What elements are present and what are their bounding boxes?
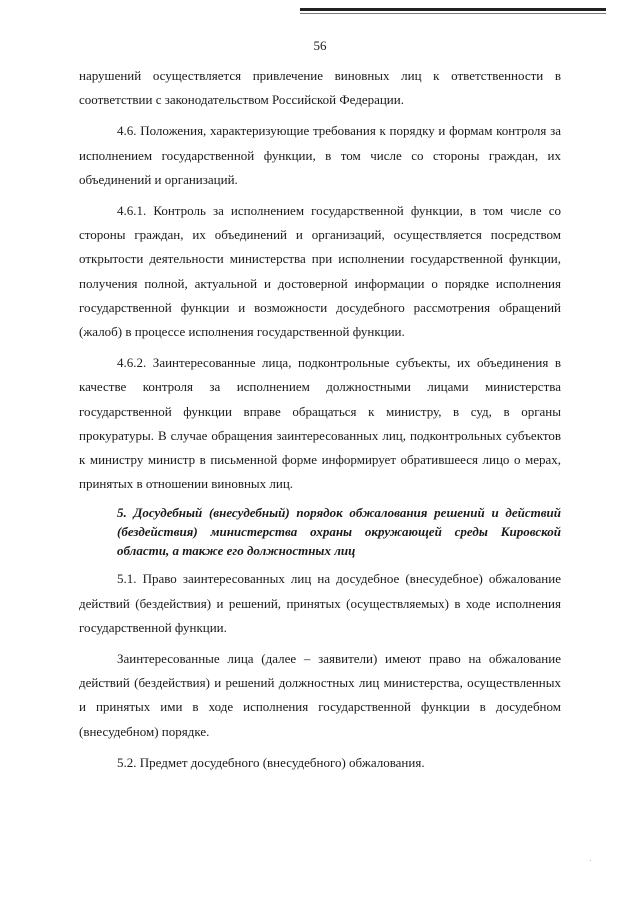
section-heading: 5. Досудебный (внесудебный) порядок обжалования решений и действий (бездействия) министерства охраны окружающей среды Кировской области, а также его должностных лиц [117,505,561,559]
paragraph-5-1: 5.1. Право заинтересованных лиц на досудебное (внесудебное) обжалование действий (бездействия) и решений, принятых (осуществляемых) в ходе исполнения государственной функции. [79,571,561,635]
page-number: 56 [313,38,327,53]
paragraph-applicants: Заинтересованные лица (далее – заявители) имеют право на обжалование действий (бездействия) и решений должностных лиц министерства, осуществленных и принятых ими в ходе исполнения государственной функции в досудебном (внесудебном) порядке. [79,651,561,739]
header-rule-thin [300,13,606,14]
paragraph-4-6-1: 4.6.1. Контроль за исполнением государственной функции, в том числе со стороны граждан, их объединений и организаций, осуществляется посредством открытости деятельности министерства при исполнении государственной функции, получения полной, актуальной и достоверной информации о порядке исполнения государственной функции и возможности досудебного рассмотрения обращений (жалоб) в процессе исполнения государственной функции. [79,203,561,340]
paragraph-4-6: 4.6. Положения, характеризующие требования к порядку и формам контроля за исполнением государственной функции, в том числе со стороны граждан, их объединений и организаций. [79,123,561,187]
document-body [79,64,561,782]
header-rule [300,8,606,11]
paragraph-continuation: нарушений осуществляется привлечение виновных лиц к ответственности в соответствии с законодательством Российской Федерации. [79,68,561,108]
scan-speck [590,860,591,861]
paragraph-4-6-2: 4.6.2. Заинтересованные лица, подконтрольные субъекты, их объединения в качестве контроля за исполнением должностными лицами министерства государственной функции вправе обращаться к министру, в суд, в органы прокуратуры. В случае обращения заинтересованных лиц, подконтрольных субъектов к министру министр в письменной форме информирует обратившееся лицо о мерах, принятых в отношении виновных лиц. [79,355,561,492]
paragraph-5-2: 5.2. Предмет досудебного (внесудебного) обжалования. [117,754,425,770]
